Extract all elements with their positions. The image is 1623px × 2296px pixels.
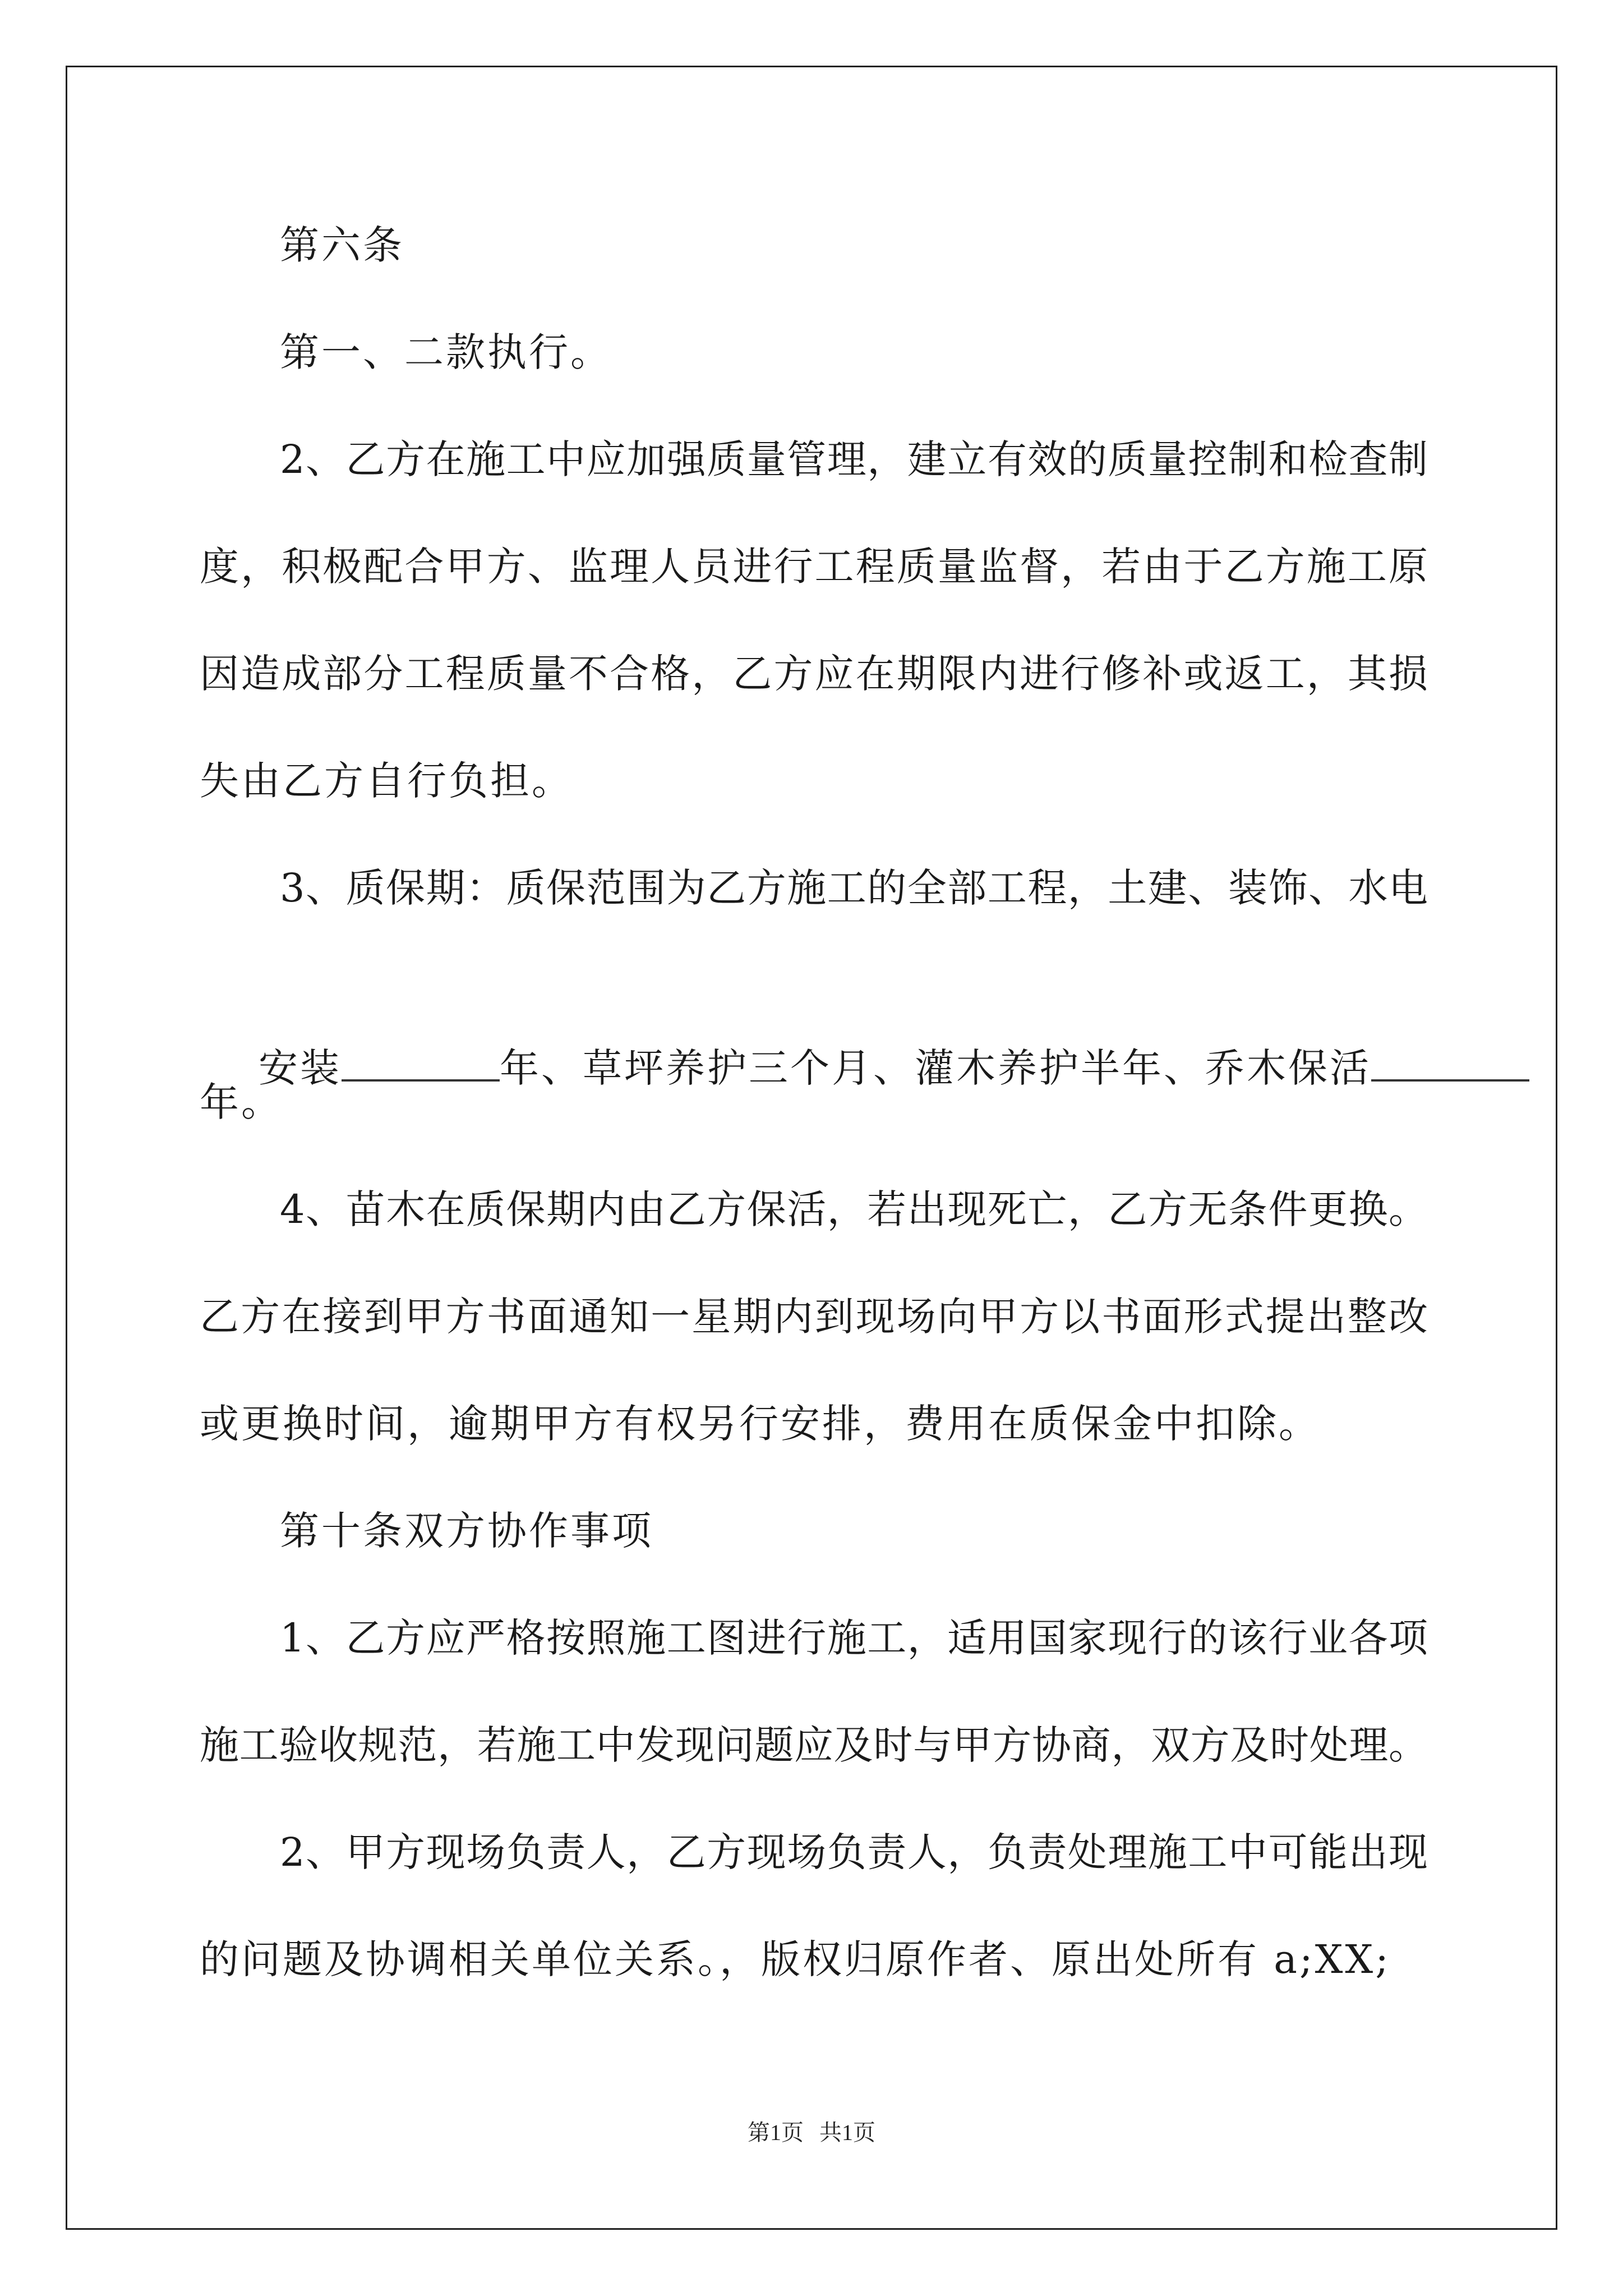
paragraph-line: 施工验收规范，若施工中发现问题应及时与甲方协商，双方及时处理。 xyxy=(200,1722,1428,1768)
paragraph-line: 因造成部分工程质量不合格，乙方应在期限内进行修补或返工，其损 xyxy=(200,651,1428,697)
line-text: 年、草坪养护三个月、灌木养护半年、乔木保活 xyxy=(500,1045,1372,1091)
article-heading: 第十条双方协作事项 xyxy=(280,1508,653,1554)
paragraph-line: 2、甲方现场负责人，乙方现场负责人，负责处理施工中可能出现 xyxy=(280,1829,1428,1875)
page-total: 共1页 xyxy=(819,2120,875,2145)
paragraph-line: 度，积极配合甲方、监理人员进行工程质量监督，若由于乙方施工原 xyxy=(200,544,1428,590)
paragraph-line: 第一、二款执行。 xyxy=(280,329,612,375)
paragraph-line: 乙方在接到甲方书面通知一星期内到现场向甲方以书面形式提出整改 xyxy=(200,1294,1428,1340)
paragraph-line-with-blanks xyxy=(200,959,1428,1091)
page-footer xyxy=(0,2115,1623,2147)
line-text: 安装 xyxy=(259,1045,342,1091)
paragraph-line: 3、质保期：质保范围为乙方施工的全部工程，土建、装饰、水电 xyxy=(280,865,1428,911)
page-number: 第1页 xyxy=(748,2120,804,2145)
paragraph-line: 4、苗木在质保期内由乙方保活，若出现死亡，乙方无条件更换。 xyxy=(280,1186,1428,1232)
paragraph-line: 2、乙方在施工中应加强质量管理，建立有效的质量控制和检查制 xyxy=(280,436,1428,482)
document-body xyxy=(200,209,1428,2030)
fill-in-blank xyxy=(1371,1040,1529,1082)
paragraph-line: 或更换时间，逾期甲方有权另行安排，费用在质保金中扣除。 xyxy=(200,1401,1320,1447)
article-heading: 第六条 xyxy=(280,222,404,268)
paragraph-line: 1、乙方应严格按照施工图进行施工，适用国家现行的该行业各项 xyxy=(280,1615,1428,1661)
fill-in-blank xyxy=(342,1040,500,1082)
paragraph-line: 年。 xyxy=(200,1079,283,1125)
paragraph-line: 失由乙方自行负担。 xyxy=(200,758,573,804)
paragraph-line: 的问题及协调相关单位关系。，版权归原作者、原出处所有 a;XX; xyxy=(200,1936,1391,1982)
